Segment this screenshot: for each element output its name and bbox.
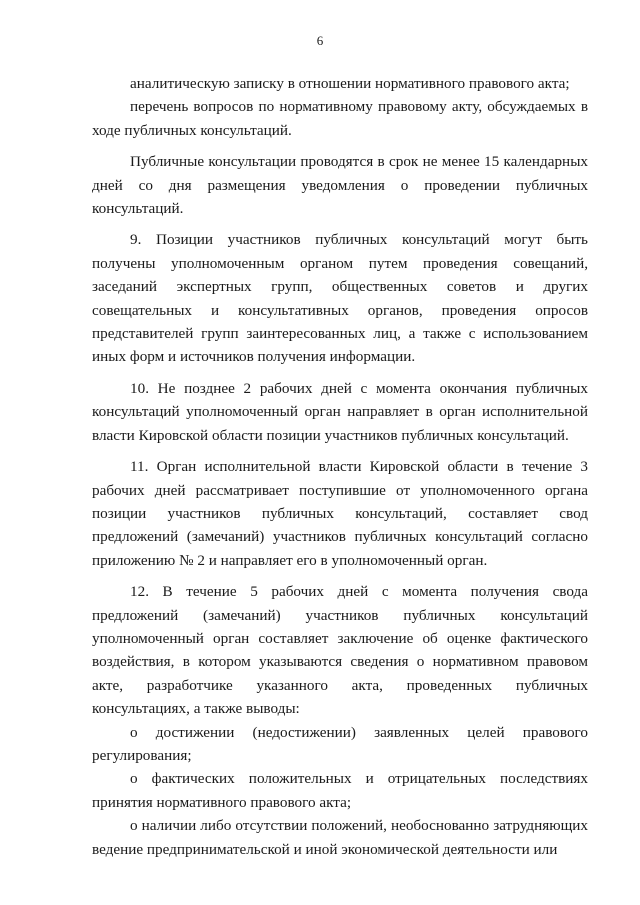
paragraph-questions-list: перечень вопросов по нормативному правовому акту, обсуждаемых в ходе публичных консультаций. (92, 98, 588, 139)
page-number: 6 (316, 33, 324, 48)
paragraph-item-11: 11. Орган исполнительной власти Кировской области в течение 3 рабочих дней рассматривает поступившие от уполномоченного органа позиции участников публичных консультаций, составляет свод предложений (замечаний) участников публичных консультаций согласно приложению № 2 и направляет его в уполномоченный орган. (92, 458, 588, 569)
paragraph-conclusion-provisions: о наличии либо отсутствии положений, необоснованно затрудняющих ведение предпринимательской и иной экономической деятельности или (92, 817, 588, 858)
paragraph-analytical-note: аналитическую записку в отношении нормативного правового акта; (130, 75, 570, 92)
paragraph-conclusion-goals: о достижении (недостижении) заявленных целей правового регулирования; (92, 723, 588, 764)
paragraph-consultation-term: Публичные консультации проводятся в срок не менее 15 календарных дней со дня размещения уведомления о проведении публичных консультаций. (92, 153, 588, 218)
paragraph-item-12: 12. В течение 5 рабочих дней с момента получения свода предложений (замечаний) участников публичных консультаций уполномоченный орган составляет заключение об оценке фактического воздействия, в котором указываются сведения о нормативном правовом акте, разработчике указанного акта, проведенных публичных консультациях, а также выводы: (92, 583, 588, 718)
paragraph-item-10: 10. Не позднее 2 рабочих дней с момента окончания публичных консультаций уполномоченный орган направляет в орган исполнительной власти Кировской области позиции участников публичных консультаций. (92, 379, 588, 444)
document-body (92, 72, 588, 861)
paragraph-conclusion-consequences: о фактических положительных и отрицательных последствиях принятия нормативного правового акта; (92, 770, 588, 811)
paragraph-item-9: 9. Позиции участников публичных консультаций могут быть получены уполномоченным органом путем проведения совещаний, заседаний экспертных групп, общественных советов и других совещательных и консультативных органов, проведения опросов представителей групп заинтересованных лиц, а также с использованием иных форм и источников получения информации. (92, 231, 588, 366)
